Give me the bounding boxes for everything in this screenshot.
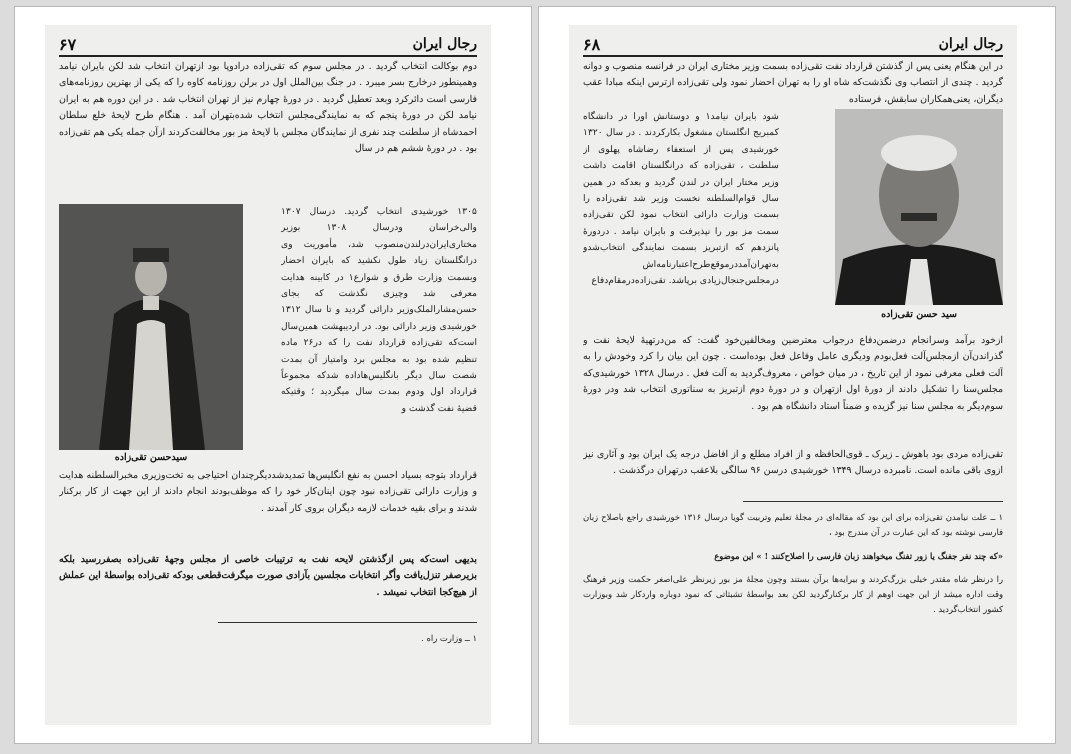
left-running-head bbox=[59, 33, 477, 57]
right-footnote-3: را درنظر شاه مقتدر خیلی بزرگ‌کردند و بیرایه‌ها برآن بستند وچون مجلهٔ مز بور زیرنظر علی‌اصغر حکمت وزیر فرهنگ وقت اداره میشد از این جهت اوهم از کار برکنارگردید لکن بعد بواسطهٔ تشبثاتی که نمود دوباره واردکار شد وبوزارت کشور انتخاب‌گردید . bbox=[583, 574, 1003, 615]
right-paragraph-top: در این هنگام یعنی پس از گذشتن قرارداد نفت تقی‌زاده بسمت وزیر مختاری ایران در فرانسه منصوب و دوانه گردید . چندی از انتصاب وی نگذشت‌که شاه او را به تهران احضار نمود ولی تقی‌زاده ازترس اینکه مبادا عقب دیگران، یعنی‌همکاران سابقش، فرستاده bbox=[583, 61, 1003, 105]
right-page-scan bbox=[569, 25, 1017, 725]
left-header-title: رجال ایران bbox=[412, 36, 477, 52]
left-photo-caption: سیدحسن تقی‌زاده bbox=[114, 452, 188, 463]
left-page bbox=[14, 6, 532, 744]
right-running-head bbox=[583, 33, 1003, 57]
right-photo-section bbox=[583, 109, 1003, 331]
right-portrait-photo bbox=[835, 109, 1003, 305]
left-paragraph-bold: بدیهی است‌که پس ازگذشتن لایحه نفت به ترتیبات خاصی از مجلس وجههٔ تقی‌زاده بصفررسید بلکه بزیرصفر تنزل‌یافت وأگر انتخابات مجلسین بآزادی صورت میگرفت‌قطعی بودکه تقی‌زاده بواسطهٔ این عملش از هیچ‌کجا انتخاب نمیشد . bbox=[59, 554, 477, 598]
left-page-scan bbox=[45, 25, 491, 725]
right-paragraph-beside-photo: شود بایران نیامد۱ و دوستانش اورا در دانشگاه کمبریج انگلستان مشغول بکارکردند . در سال ۱۳۲۰ خورشیدی پس از استعفاء رضاشاه پهلوی از سلطنت ، تقی‌زاده که درانگلستان اقامت داشت وزیر مختار ایران در لندن گردید و بعدکه در همین سال قوام‌السلطنه نخست وزیر شد تقی‌زاده را بسمت وزارت دارائی انتخاب نمود لکن تقی‌زاده سمت مز بور را نپذیرفت و بایران نیامد . دردورهٔ پانزدهم که ازتبریز بسمت نمایندگی انتخاب‌شدو به‌تهران‌آمدد‌رموقع‌طرح‌اعتبارنامه‌اش درمجلس‌جنجال‌زیادی برپاشد. تقی‌زاده‌درمقام‌دفاع bbox=[583, 111, 779, 287]
left-paragraph-bottom: قرارداد بتوجه بسیاد احسن به نفع انگلیس‌ها تمدیدشد‌دیگرچندان احتیاجی به تخت‌وزیری مخبرالسلطنه هدایت و وزارت دارائی تقی‌زاده نبود چون اینان‌کار خود را که موظف‌بودند انجام دادند از این جهت از کار برکنار شدند و برای بقیه خدمات‌ لازمه دیگران بروی کار آمدند . bbox=[59, 470, 477, 514]
right-photo-caption: سید حسن تقی‌زاده bbox=[881, 309, 957, 320]
left-page-number: ۶۷ bbox=[59, 34, 77, 54]
right-paragraph-middle: ازخود برآمد وسرانجام درضمن‌دفاع درجواب معترضین ومخالفین‌خود گفت: که من‌درتهیهٔ لایحهٔ نفت و گذراندن‌آن ازمجلس‌آلت فعل‌بودم ودیگری عامل وفاعل فعل بوده‌است . چون این بیان را کرد وخودش را به آلت فعلی معرفی نمود از این تاریخ ، در میان خواص ، معروف‌گردید به آلت فعل . درسال ۱۳۲۸ خورشیدی‌که مجلس‌سنا را تشکیل دادند از دورهٔ اول ازتهران و در دورهٔ دوم ازتبریز به سناتوری انتخاب شد ودر دورهٔ سوم‌دیگر به مجلس سنا نیز گزیده و ضمناً استاد دانشگاه هم بود . bbox=[583, 335, 1003, 412]
right-page-number: ۶۸ bbox=[583, 34, 601, 54]
left-portrait-photo bbox=[59, 204, 243, 450]
left-paragraph-beside-photo: ۱۳۰۵ خورشیدی انتخاب گردید. درسال ۱۳۰۷ والی‌خراسان ودرسال ۱۳۰۸ بوزیر مختاری‌ایران‌درلندن‌منصوب شد، مأموریت وی درانگلستان زیاد طول نکشید که بایران احضار وبسمت وزارت طرق و شوارع۱ در کابینه هدایت معرفی شد وچیزی‌ نگذشت که بجای حسن‌مشارالملک‌وزیر دارائی گردید و تا سال ۱۳۱۲ خورشیدی وزیر دارائی بود. در اردیبهشت همین‌سال است‌که تقی‌زاده قرارداد نفت را که در۲۶ ماده تنظیم شده بود به مجلس برد وامتیاز آن بمدت شصت سال دیگر بانگلیس‌هاداده شدکه مجموعاً قرارداد اول ودوم بمدت سال میگردید ؛ وقتیکه قضیهٔ نفت گذشت و bbox=[281, 206, 477, 414]
right-footnote-rule bbox=[743, 501, 1003, 502]
right-header-title: رجال ایران bbox=[938, 36, 1003, 52]
left-paragraph-top: دوم بوکالت انتخاب گردید . در مجلس سوم که تقی‌زاده درادوپا بود ازتهران انتخاب شد لکن بایران نیامد وهمینطور درخارج بسر میبرد . در جنگ بین‌الملل اول در برلن روزنامه کاوه را که یکی از بهترین روزنامه‌های فارسی است دائرکرد وبعد تعطیل گردید . در دورهٔ چهارم نیز از تهران انتخاب شد . در این دوره هم به ایران نیامد لکن در دورهٔ پنجم که به نمایندگی‌مجلس انتخاب شده‌بتهران آمد . هنگام طرح لایحهٔ خلع سلطان احمدشاه از سلطنت چند نفری از نمایندگان مجلس با لایحهٔ مز بور مخالفت‌کردند ازآن جمله یکی هم تقی‌زاده بود . در دورهٔ ششم هم در سال bbox=[59, 61, 477, 155]
left-footnote: ۱ ــ وزارت راه . bbox=[421, 633, 477, 644]
right-footnote-1: ۱ ــ علت نیامدن تقی‌زاده برای این بود که مقاله‌ای در مجلهٔ تعلیم وتربیت گویا درسال ۱۳۱۶ خورشیدی راجع باصلاح زبان فارسی نوشته بود که این عبارت در آن مندرج بود ، bbox=[583, 512, 1003, 538]
right-paragraph-last: تقی‌زاده مردی بود باهوش ـ زیرک ـ قوی‌الحافظه و از افراد مطلع و از افاضل درجه یک ایران بود و آثاری نیز ازوی باقی مانده است. نامبرده درسال ۱۳۴۹ خورشیدی درسن ۹۶ سالگی بلاعقب درتهران درگذشت . bbox=[583, 449, 1003, 477]
right-page bbox=[538, 6, 1056, 744]
left-footnote-rule bbox=[218, 622, 477, 623]
left-photo-section bbox=[59, 204, 477, 466]
right-footnote-2: «که چند نفر جفنگ یا زور تفنگ میخواهند زبان فارسی را اصلاح‌کنند ! » این موضوع bbox=[714, 550, 1003, 561]
